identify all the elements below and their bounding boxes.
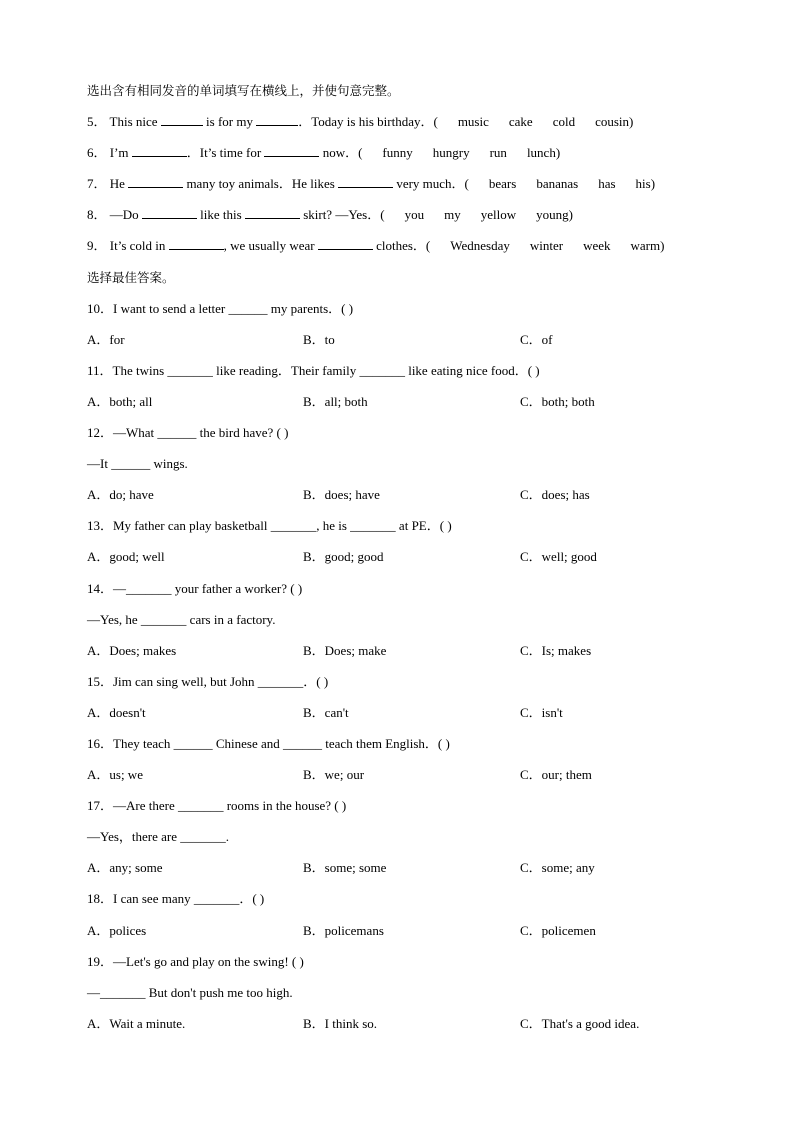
fill-item-7 [87,174,727,205]
question-17-reply: —Yes，there are _______. [87,829,230,845]
item-text: is for my [206,114,253,130]
item-text: clothes．( [376,238,431,254]
item-text: ．It’s time for [186,145,262,161]
item-text: He [109,176,125,192]
section1-instruction: 选出含有相同发音的单词填写在横线上，并使句意完整。 [87,83,400,98]
answer-blank[interactable] [245,205,300,219]
answer-blank[interactable] [128,174,183,188]
option-b[interactable]: B．Does; make [303,642,387,658]
option-a[interactable]: A．Does; makes [87,642,177,658]
question-19-reply: —_______ But don't push me too high. [87,984,293,1000]
item-number: 6． [87,145,107,161]
question-11-stem: 11．The twins _______ like reading．Their family _______ like eating nice food．( ) [87,362,540,378]
option-c[interactable]: C．both; both [520,393,595,409]
close-paren: ) [660,238,665,254]
question-18-stem: 18．I can see many _______．( ) [87,891,265,907]
option-a[interactable]: A．doesn't [87,704,146,720]
option-c[interactable]: C．well; good [520,549,597,565]
option-b[interactable]: B．policemans [303,922,384,938]
item-text: It’s cold in [109,238,166,254]
option-c[interactable]: C．of [520,331,553,347]
option-a[interactable]: A．polices [87,922,147,938]
answer-blank[interactable] [264,143,319,157]
close-paren: ) [555,145,561,161]
word-option: funny [382,145,413,161]
question-14-reply: —Yes, he _______ cars in a factory. [87,611,276,627]
question-12-stem: 12．—What ______ the bird have? ( ) [87,425,289,441]
fill-item-8 [87,205,727,236]
word-option: Wednesday [450,238,510,254]
question-10-options [87,330,727,361]
option-a[interactable]: A．any; some [87,860,163,876]
question-19-options [87,1014,727,1045]
answer-blank[interactable] [169,236,224,250]
word-option: yellow [480,207,517,223]
answer-blank[interactable] [142,205,197,219]
question-12-options [87,485,727,516]
word-option: music [457,114,489,130]
item-text: I’m [109,145,129,161]
question-16-options [87,765,727,796]
word-option: hungry [432,145,470,161]
item-number: 8． [87,207,107,223]
answer-blank[interactable] [132,143,187,157]
option-c[interactable]: C．Is; makes [520,642,592,658]
word-option: cake [508,114,533,130]
option-c[interactable]: C．isn't [520,704,563,720]
option-b[interactable]: B．we; our [303,767,365,783]
word-option: run [489,145,507,161]
word-option: cousin [595,114,630,130]
question-15-stem: 15．Jim can sing well, but John _______．( ) [87,673,329,689]
word-option: you [404,207,425,223]
close-paren: ) [650,176,656,192]
item-number: 9． [87,238,107,254]
close-paren: ) [568,207,573,223]
option-b[interactable]: B．all; both [303,393,368,409]
option-b[interactable]: B．does; have [303,487,380,503]
question-17-options [87,858,727,889]
option-b[interactable]: B．good; good [303,549,384,565]
question-13-stem: 13．My father can play basketball _______, he is _______ at PE．( ) [87,518,452,534]
word-option: bananas [536,176,579,192]
option-b[interactable]: B．to [303,331,335,347]
option-c[interactable]: C．That's a good idea. [520,1015,640,1031]
option-a[interactable]: A．us; we [87,767,143,783]
worksheet-page [87,81,727,1045]
close-paren: ) [629,114,634,130]
question-13-options [87,547,727,578]
question-18-options [87,921,727,952]
item-text: many toy animals．He likes [186,176,335,192]
word-option: my [444,207,461,223]
question-14-options [87,641,727,672]
question-15-options [87,703,727,734]
word-option: winter [529,238,564,254]
item-text: like this [200,207,242,223]
option-a[interactable]: A．both; all [87,393,153,409]
question-16-stem: 16．They teach ______ Chinese and ______ teach them English．( ) [87,735,450,751]
word-option: young [536,207,569,223]
answer-blank[interactable] [338,174,393,188]
item-text: very much．( [396,176,469,192]
question-11-options [87,392,727,423]
option-c[interactable]: C．our; them [520,767,592,783]
item-text: ．Today is his birthday．( [298,114,438,130]
item-text: skirt? —Yes．( [303,207,385,223]
fill-item-5 [87,112,727,143]
word-option: bears [488,176,517,192]
item-text: —Do [109,207,139,223]
fill-item-6 [87,143,727,174]
option-a[interactable]: A．do; have [87,487,154,503]
word-option: week [583,238,611,254]
option-c[interactable]: C．policemen [520,922,596,938]
option-b[interactable]: B．some; some [303,860,387,876]
question-14-stem: 14．—_______ your father a worker? ( ) [87,580,303,596]
question-12-reply: —It ______ wings. [87,456,188,472]
word-option: his [635,176,651,192]
option-c[interactable]: C．does; has [520,487,590,503]
option-a[interactable]: A．good; well [87,549,165,565]
word-option: cold [552,114,576,130]
option-a[interactable]: A．Wait a minute. [87,1015,186,1031]
option-c[interactable]: C．some; any [520,860,595,876]
question-10-stem: 10．I want to send a letter ______ my parents．( ) [87,300,354,316]
item-number: 5． [87,114,107,130]
answer-blank[interactable] [161,112,203,126]
item-text: now．( [322,145,363,161]
answer-blank[interactable] [318,236,373,250]
question-17-stem: 17．—Are there _______ rooms in the house? ( ) [87,798,347,814]
item-text: This nice [109,114,158,130]
section2-instruction: 选择最佳答案。 [87,269,175,285]
option-b[interactable]: B．can't [303,704,349,720]
fill-item-9 [87,236,727,267]
word-option: has [598,176,616,192]
item-text: , we usually wear [223,238,315,254]
option-a[interactable]: A．for [87,331,125,347]
answer-blank[interactable] [256,112,298,126]
word-option: lunch [526,145,556,161]
word-option: warm [630,238,661,254]
item-number: 7． [87,176,107,192]
option-b[interactable]: B．I think so. [303,1015,378,1031]
question-19-stem: 19．—Let's go and play on the swing! ( ) [87,953,304,969]
